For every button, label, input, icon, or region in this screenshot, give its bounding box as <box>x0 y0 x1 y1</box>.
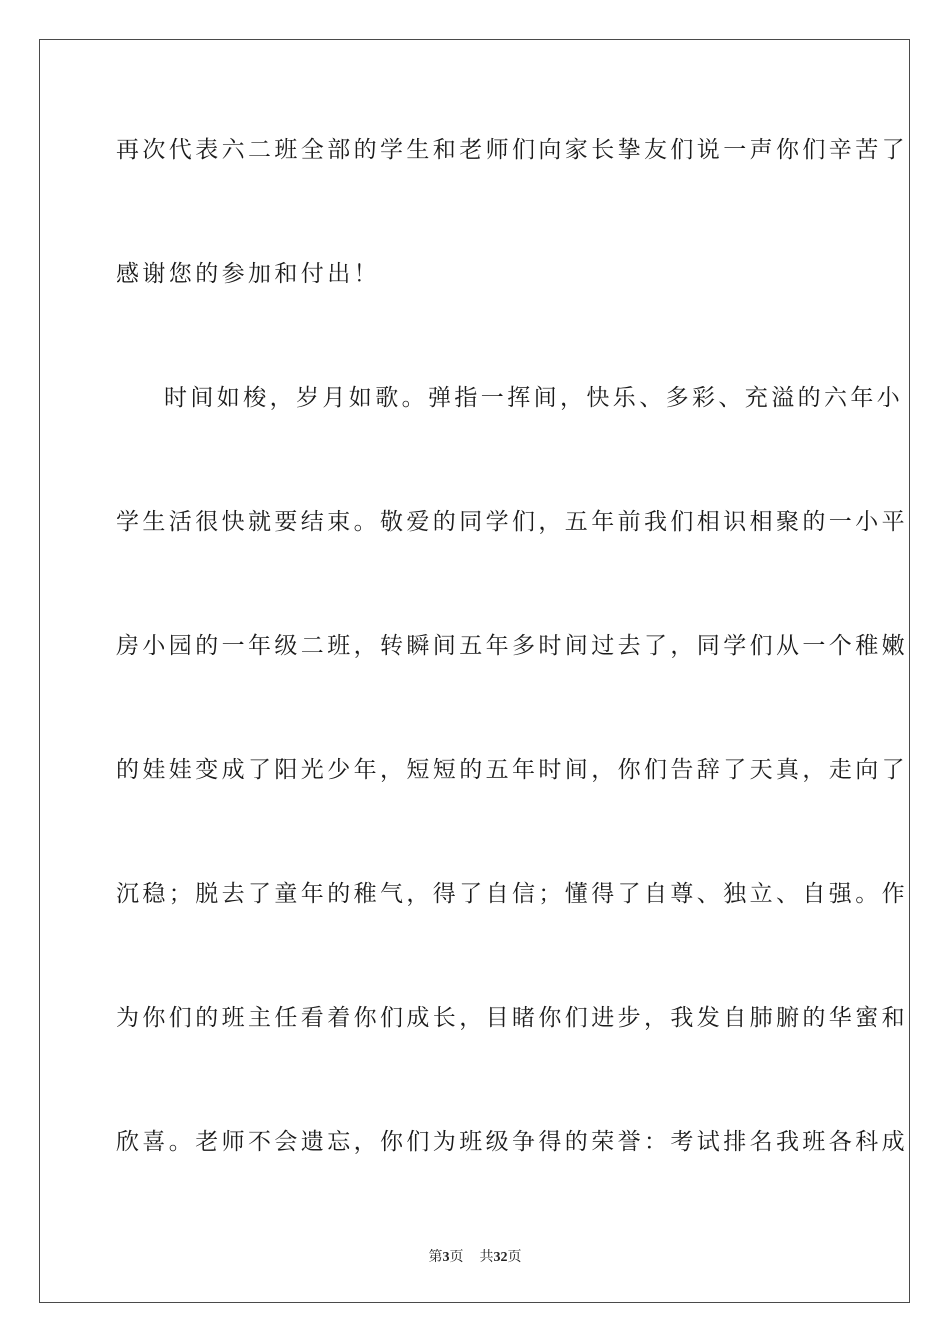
body-line-8: 为你们的班主任看着你们成长，目睹你们进步，我发自肺腑的华蜜和 <box>116 1005 908 1031</box>
body-line-6: 的娃娃变成了阳光少年，短短的五年时间，你们告辞了天真，走向了 <box>116 757 908 783</box>
total-pages: 32 <box>493 1250 508 1265</box>
total-suffix: 页 <box>507 1249 522 1265</box>
body-line-9: 欣喜。老师不会遗忘，你们为班级争得的荣誉：考试排名我班各科成 <box>116 1129 908 1155</box>
body-line-4: 学生活很快就要结束。敬爱的同学们，五年前我们相识相聚的一小平 <box>116 509 908 535</box>
body-line-1: 再次代表六二班全部的学生和老师们向家长挚友们说一声你们辛苦了 <box>116 137 908 163</box>
page-border <box>39 39 910 1303</box>
page-number: 3 <box>442 1250 450 1265</box>
body-line-7: 沉稳；脱去了童年的稚气，得了自信；懂得了自尊、独立、自强。作 <box>116 881 908 907</box>
page-footer <box>0 1248 950 1267</box>
page-suffix: 页 <box>449 1249 464 1265</box>
page-prefix: 第 <box>428 1249 443 1265</box>
total-prefix: 共 <box>479 1249 494 1265</box>
body-line-3: 时间如梭，岁月如歌。弹指一挥间，快乐、多彩、充溢的六年小 <box>164 385 904 411</box>
body-line-2: 感谢您的参加和付出！ <box>116 261 380 287</box>
body-line-5: 房小园的一年级二班，转瞬间五年多时间过去了，同学们从一个稚嫩 <box>116 633 908 659</box>
